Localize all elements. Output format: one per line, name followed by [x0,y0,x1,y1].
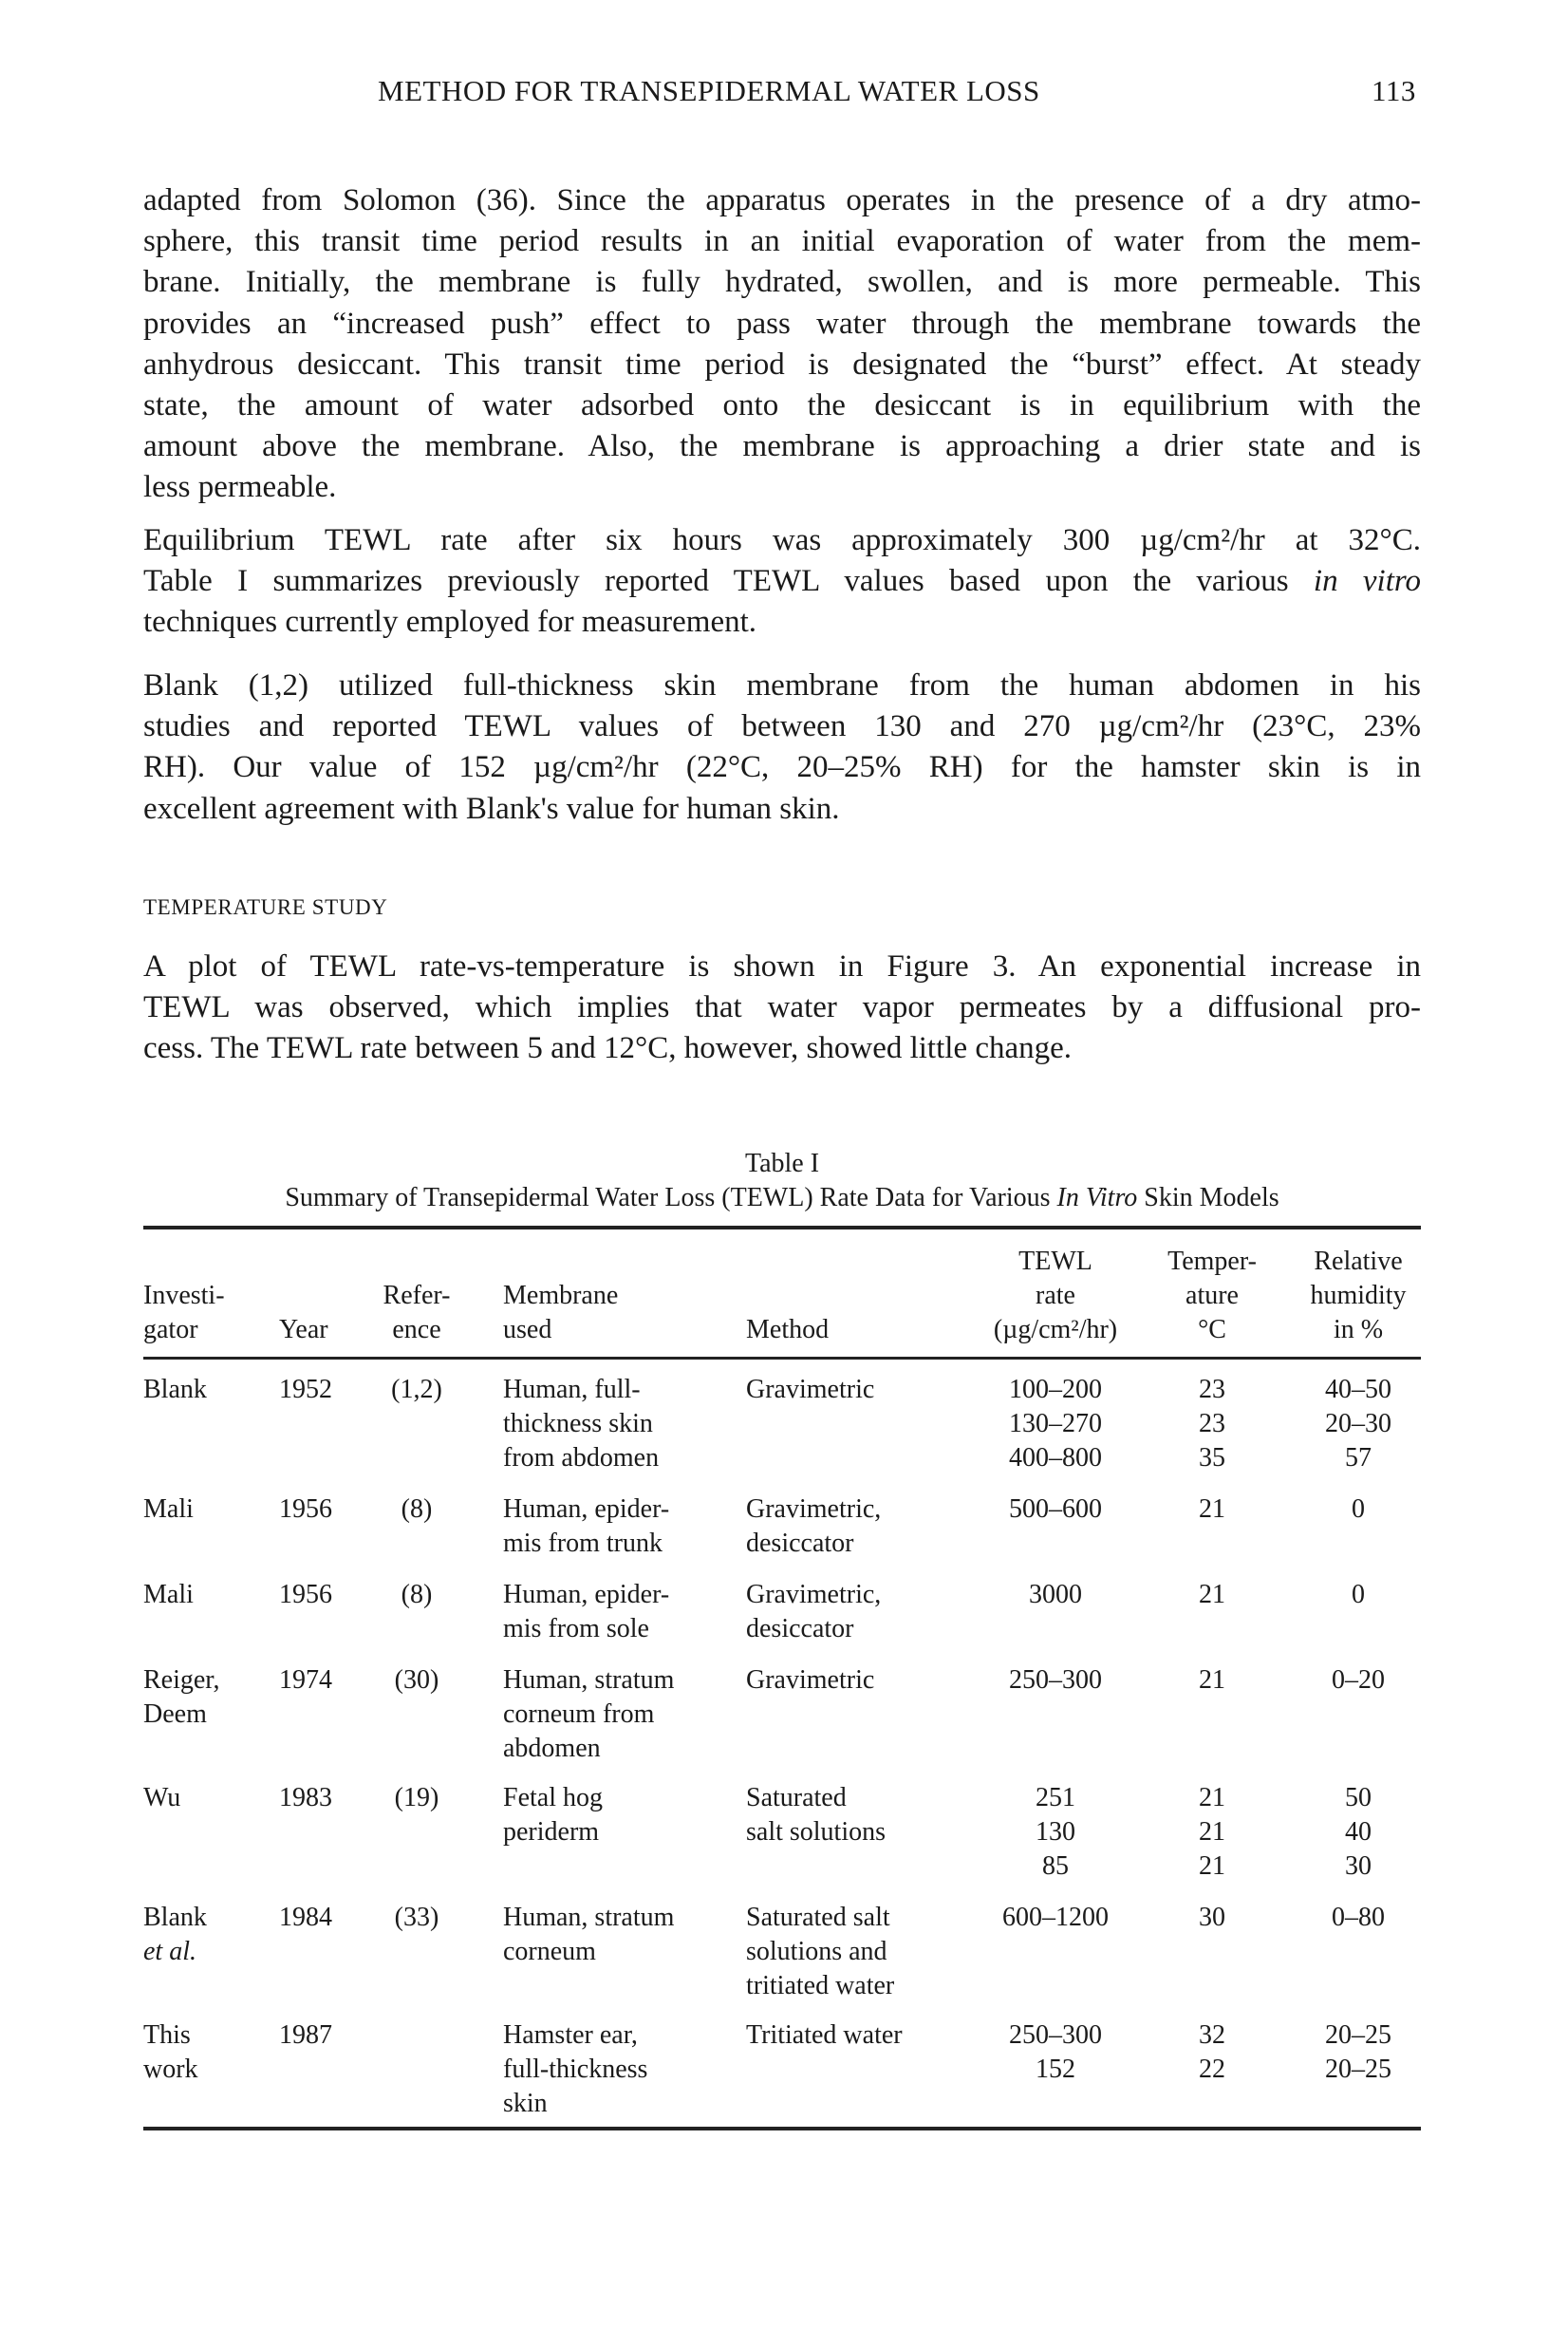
cell-humidity [1345,1781,1372,1884]
cell-line: Gravimetric [746,1665,875,1695]
column-header-temperature [1167,1245,1257,1347]
cell-line: Mali [143,1580,194,1609]
cell-method [746,1663,874,1698]
cell-line: 57 [1345,1443,1372,1473]
cell-method [746,1781,886,1849]
cell-line: mis from trunk [503,1529,663,1558]
cell-line: rate [1036,1281,1075,1310]
cell-line: 21 [1199,1665,1225,1695]
text-line: TEWL was observed, which implies that water vapor permeates by a diffusional pro- [143,990,1421,1025]
cell-reference [395,1781,439,1815]
cell-line: Gravimetric, [746,1580,882,1609]
cell-tewl-rate [1009,2018,1102,2087]
cell-line: 30 [1199,1903,1225,1932]
italic-text: In Vitro [1056,1183,1138,1212]
text-line: cess. The TEWL rate between 5 and 12°C, however, showed little change. [143,1031,1073,1066]
text-line [143,561,1421,602]
cell-line: TEWL [1018,1247,1092,1276]
cell-temperature [1199,1901,1225,1935]
cell-reference [391,1373,442,1407]
cell-line: Gravimetric [746,1375,875,1404]
cell-line: desiccator [746,1614,854,1643]
cell-tewl-rate [1036,1781,1075,1884]
cell-membrane [503,1578,669,1646]
cell-line: corneum from [503,1699,655,1729]
cell-temperature [1199,2018,1225,2087]
cell-line: Human, full- [503,1375,641,1404]
cell-line: 1984 [279,1903,332,1932]
cell-humidity [1332,1901,1385,1935]
cell-line: 0 [1352,1580,1365,1609]
cell-line: et al. [143,1937,196,1966]
cell-tewl-rate [1009,1663,1102,1698]
text-line: brane. Initially, the membrane is fully hydrated, swollen, and is more permeable. This [143,265,1421,300]
cell-line: Blank [143,1375,207,1404]
cell-line: 0–80 [1332,1903,1385,1932]
cell-line: Reiger, [143,1665,220,1695]
cell-line: 23 [1199,1375,1225,1404]
text-line: studies and reported TEWL values of between 130 and 270 µg/cm²/hr (23°C, 23% [143,709,1421,744]
text-line: provides an “increased push” effect to pass water through the membrane towards the [143,306,1421,341]
cell-line: 85 [1042,1851,1069,1881]
cell-line: gator [143,1315,198,1344]
cell-year [279,2018,332,2053]
cell-temperature [1199,1663,1225,1698]
cell-line: (µg/cm²/hr) [993,1315,1118,1344]
cell-line: 21 [1199,1580,1225,1609]
cell-line: 21 [1199,1817,1225,1847]
cell-investigator [143,2018,198,2087]
cell-line: 3000 [1029,1580,1082,1609]
cell-line: ence [392,1315,441,1344]
cell-line: 35 [1199,1443,1225,1473]
cell-line: Deem [143,1699,207,1729]
text-line: Blank (1,2) utilized full-thickness skin membrane from the human abdomen in his [143,668,1421,703]
table-bottom-rule [143,2127,1421,2130]
cell-line: mis from sole [503,1614,649,1643]
cell-line: Method [746,1315,830,1344]
cell-line: humidity [1310,1281,1407,1310]
cell-line: solutions and [746,1937,887,1966]
page-number: 113 [1372,74,1416,107]
cell-line: (19) [394,1783,439,1812]
text-segment: Table I summarizes previously reported TEWL values based upon the various [143,564,1314,599]
text-line: excellent agreement with Blank's value for human skin. [143,791,840,826]
cell-line: thickness skin [503,1409,653,1438]
cell-line: 130–270 [1009,1409,1102,1438]
cell-membrane [503,1781,603,1849]
cell-line: Tritiated water [746,2020,903,2050]
cell-line: 152 [1036,2055,1075,2084]
column-header-reference [383,1279,451,1347]
cell-line: Saturated [746,1783,847,1812]
cell-membrane [503,2018,647,2121]
table-label: Table I [744,1149,820,1178]
cell-line: abdomen [503,1734,601,1763]
cell-line: 1987 [279,2020,332,2050]
cell-line: 0 [1352,1494,1365,1524]
cell-membrane [503,1373,659,1475]
cell-investigator [143,1578,194,1612]
cell-line: periderm [503,1817,600,1847]
cell-year [279,1492,332,1527]
cell-reference [401,1578,433,1612]
cell-line: full-thickness [503,2055,648,2084]
cell-line: 1974 [279,1665,332,1695]
cell-reference [401,1492,433,1527]
cell-line: used [503,1315,552,1344]
cell-reference [395,1901,439,1935]
cell-year [279,1901,332,1935]
column-header-membrane [503,1279,618,1347]
cell-temperature [1199,1492,1225,1527]
cell-line: 1956 [279,1494,332,1524]
cell-line: (30) [394,1665,439,1695]
cell-year [279,1578,332,1612]
cell-line: 21 [1199,1494,1225,1524]
cell-method [746,1901,894,2003]
cell-line: (8) [401,1580,433,1609]
cell-year [279,1781,332,1815]
cell-investigator [143,1663,220,1732]
cell-membrane [503,1663,674,1766]
text-line: state, the amount of water adsorbed onto the desiccant is in equilibrium with the [143,387,1421,422]
cell-line: 250–300 [1009,2020,1102,2050]
cell-line: 1983 [279,1783,332,1812]
cell-line: salt solutions [746,1817,887,1847]
cell-temperature [1199,1578,1225,1612]
text-segment: Skin Models [1137,1183,1279,1212]
cell-year [279,1373,332,1407]
text-line: less permeable. [143,470,337,505]
column-header-tewl-rate [994,1245,1117,1347]
cell-line: Wu [143,1783,181,1812]
cell-line: Hamster ear, [503,2020,638,2050]
cell-line: from abdomen [503,1443,660,1473]
cell-membrane [503,1901,674,1969]
cell-line: tritiated water [746,1971,895,2000]
paragraph-blank-comparison [143,666,1421,830]
text-line: amount above the membrane. Also, the membrane is approaching a drier state and is [143,429,1421,464]
cell-line: Blank [143,1903,207,1932]
cell-line: 32 [1199,2020,1225,2050]
cell-line: Investi- [143,1281,225,1310]
paragraph-temperature-study [143,947,1421,1070]
cell-line: 50 [1345,1783,1372,1812]
cell-investigator [143,1373,207,1407]
cell-investigator [143,1901,207,1969]
column-header-humidity [1310,1245,1406,1347]
cell-line: Temper- [1167,1247,1257,1276]
table-header-rule [143,1357,1421,1360]
cell-line: 23 [1199,1409,1225,1438]
cell-line: Human, epider- [503,1494,670,1524]
cell-line: 0–20 [1332,1665,1385,1695]
cell-tewl-rate [1029,1578,1082,1612]
cell-line: work [143,2055,198,2084]
text-line: A plot of TEWL rate-vs-temperature is shown in Figure 3. An exponential increase in [143,949,1421,984]
cell-line: Fetal hog [503,1783,603,1812]
text-line: anhydrous desiccant. This transit time period is designated the “burst” effect. At steady [143,347,1421,382]
cell-line: 40 [1345,1817,1372,1847]
table-caption [143,1183,1421,1213]
cell-line: in % [1333,1315,1384,1344]
column-header-year [279,1313,328,1347]
running-title: METHOD FOR TRANSEPIDERMAL WATER LOSS [378,74,1040,107]
cell-line: Human, epider- [503,1580,670,1609]
cell-line: Human, stratum [503,1903,675,1932]
cell-line: 400–800 [1009,1443,1102,1473]
cell-line: Human, stratum [503,1665,675,1695]
cell-line: 600–1200 [1002,1903,1109,1932]
cell-temperature [1199,1373,1225,1475]
text-line: RH). Our value of 152 µg/cm²/hr (22°C, 20–25% RH) for the hamster skin is in [143,750,1421,785]
cell-humidity [1352,1578,1365,1612]
text-line: sphere, this transit time period results in an initial evaporation of water from the mem- [143,224,1421,259]
cell-line: 100–200 [1009,1375,1102,1404]
cell-investigator [143,1781,180,1815]
text-segment: Summary of Transepidermal Water Loss (TEWL) Rate Data for Various [285,1183,1057,1212]
cell-year [279,1663,332,1698]
text-line: Equilibrium TEWL rate after six hours was approximately 300 µg/cm²/hr at 32°C. [143,523,1421,557]
cell-line: 1952 [279,1375,332,1404]
cell-line: 20–25 [1325,2055,1391,2084]
cell-line: 500–600 [1009,1494,1102,1524]
cell-line: °C [1198,1315,1226,1344]
cell-temperature [1199,1781,1225,1884]
cell-line: Gravimetric, [746,1494,882,1524]
cell-line: 30 [1345,1851,1372,1881]
section-heading: TEMPERATURE STUDY [143,895,388,919]
cell-humidity [1332,1663,1385,1698]
cell-line: Refer- [383,1281,451,1310]
cell-line: ature [1185,1281,1239,1310]
cell-method [746,2018,903,2053]
cell-humidity [1325,2018,1391,2087]
cell-line: Relative [1314,1247,1403,1276]
cell-line: 20–25 [1325,2020,1391,2050]
cell-line: Membrane [503,1281,619,1310]
table-top-rule [143,1226,1421,1229]
text-line: adapted from Solomon (36). Since the apparatus operates in the presence of a dry atmo- [143,183,1421,217]
text-line: techniques currently employed for measurement. [143,605,757,640]
cell-line: 40–50 [1325,1375,1391,1404]
cell-humidity [1352,1492,1365,1527]
cell-investigator [143,1492,194,1527]
italic-text: in vitro [1313,564,1421,599]
cell-line: Saturated salt [746,1903,890,1932]
cell-tewl-rate [1009,1492,1102,1527]
cell-line: Year [279,1315,328,1344]
cell-line: (1,2) [391,1375,442,1404]
cell-line: desiccator [746,1529,854,1558]
cell-line: 1956 [279,1580,332,1609]
cell-line: 22 [1199,2055,1225,2084]
cell-tewl-rate [1002,1901,1109,1935]
cell-line: Mali [143,1494,194,1524]
cell-method [746,1578,881,1646]
cell-line: skin [503,2089,548,2118]
cell-line: corneum [503,1937,596,1966]
cell-tewl-rate [1009,1373,1102,1475]
column-header-method [746,1313,829,1347]
cell-line: (8) [401,1494,433,1524]
paragraph-equilibrium-rate [143,520,1421,644]
cell-line: This [143,2020,191,2050]
cell-line: 20–30 [1325,1409,1391,1438]
cell-line: 21 [1199,1783,1225,1812]
cell-humidity [1325,1373,1391,1475]
cell-membrane [503,1492,669,1561]
paragraph-burst-effect [143,180,1421,509]
cell-method [746,1373,874,1407]
cell-method [746,1492,881,1561]
cell-line: (33) [394,1903,439,1932]
cell-reference [395,1663,439,1698]
cell-line: 250–300 [1009,1665,1102,1695]
cell-line: 251 [1036,1783,1075,1812]
cell-line: 21 [1199,1851,1225,1881]
column-header-investigator [143,1279,225,1347]
cell-line: 130 [1036,1817,1075,1847]
